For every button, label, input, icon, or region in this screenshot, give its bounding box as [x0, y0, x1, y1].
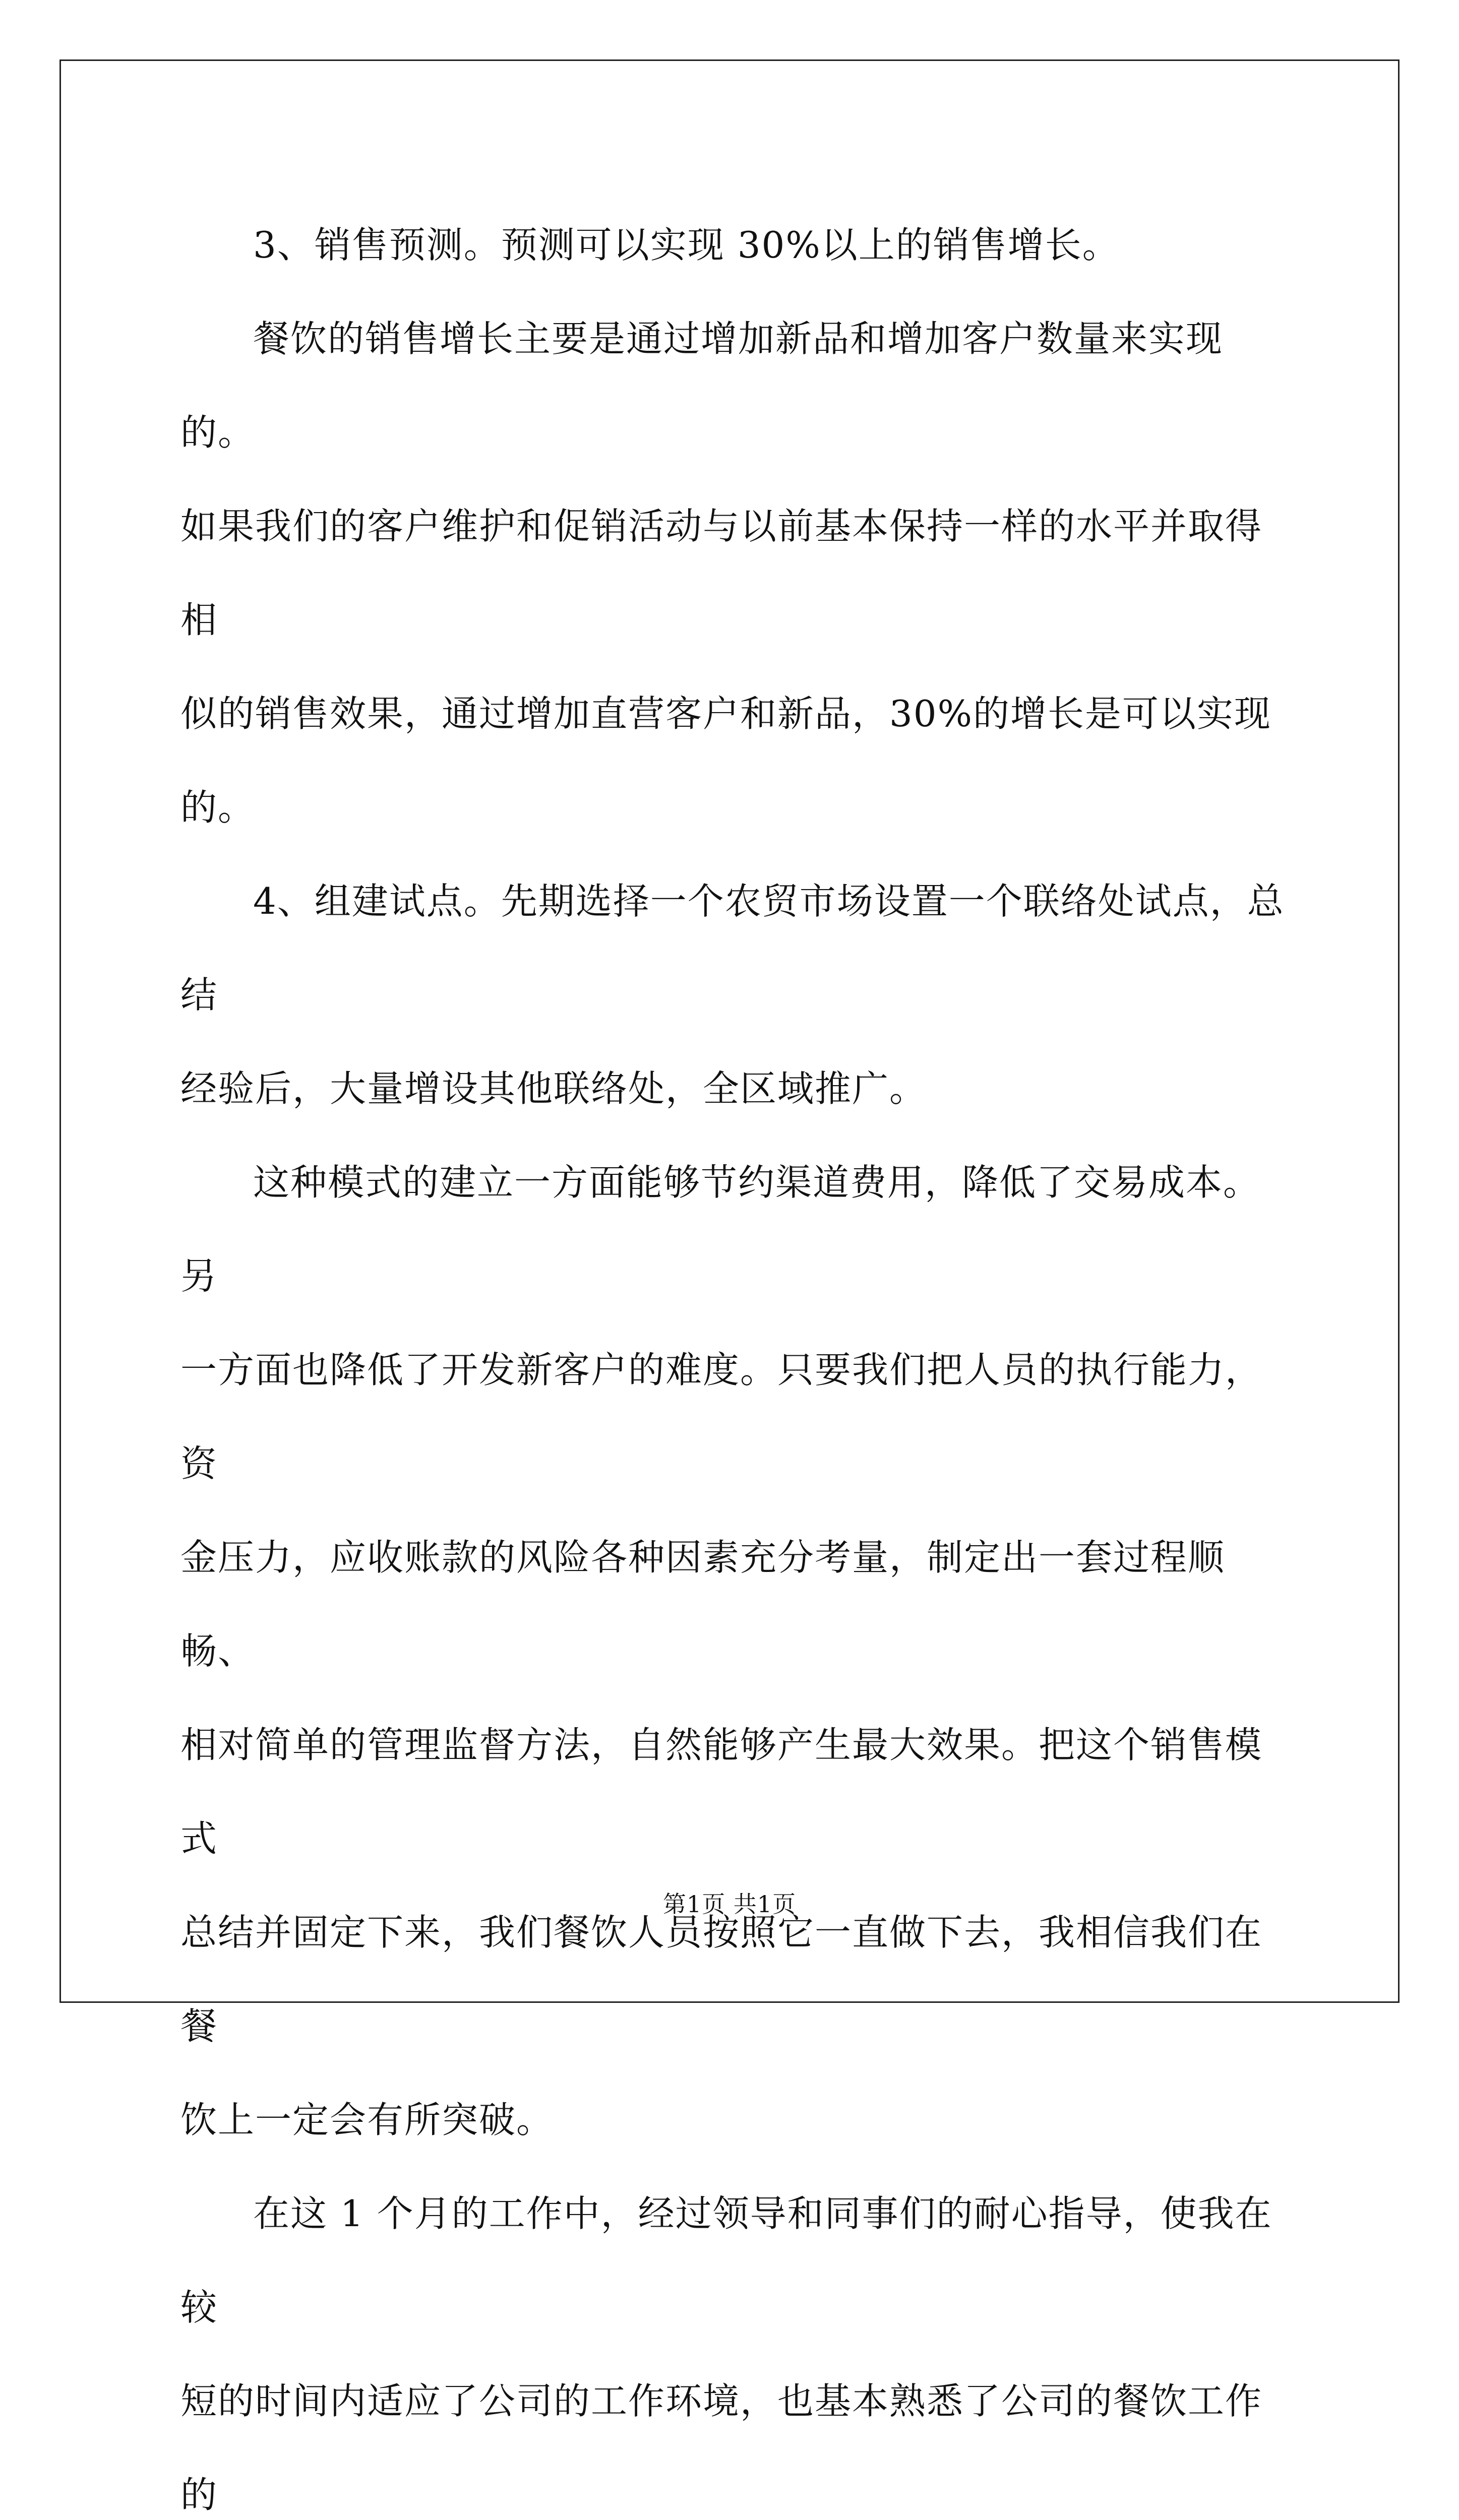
document-body	[180, 198, 1290, 2520]
paragraph-conclusion: 在这 1 个月的工作中，经过领导和同事们的耐心指导，使我在较 短的时间内适应了公司的工作环境，也基本熟悉了公司的餐饮工作的	[180, 2192, 1272, 2516]
page-footer: 第1页 共1页	[662, 1891, 797, 1918]
paragraph-model: 这种模式的建立一方面能够节约渠道费用，降低了交易成本。另 一方面也降低了开发新客户的难度。只要我们把人员的执行能力，资 金压力，应收账款的风险各种因素充分考量，制定出一套过程顺畅、 相对简单的管理监督方法，自然能够产生最大效果。把这个销售模式 总结并固定下来，我们餐饮人员按照它一直做下去，我相信我们在餐 饮上一定会有所突破。	[180, 1161, 1263, 2141]
paragraph-sales-growth: 餐饮的销售增长主要是通过增加新品和增加客户数量来实现的。 如果我们的客户维护和促销活动与以前基本保持一样的水平并取得相 似的销售效果，通过增加直营客户和新品，30%的增长是可以实现的。	[180, 318, 1272, 829]
paragraph-pilot: 4、组建试点。先期选择一个农贸市场设置一个联络处试点，总结 经验后，大量增设其他联络处，全区域推广。	[180, 880, 1285, 1110]
paragraph-sales-forecast: 3、销售预测。预测可以实现 30%以上的销售增长。	[253, 224, 1120, 266]
